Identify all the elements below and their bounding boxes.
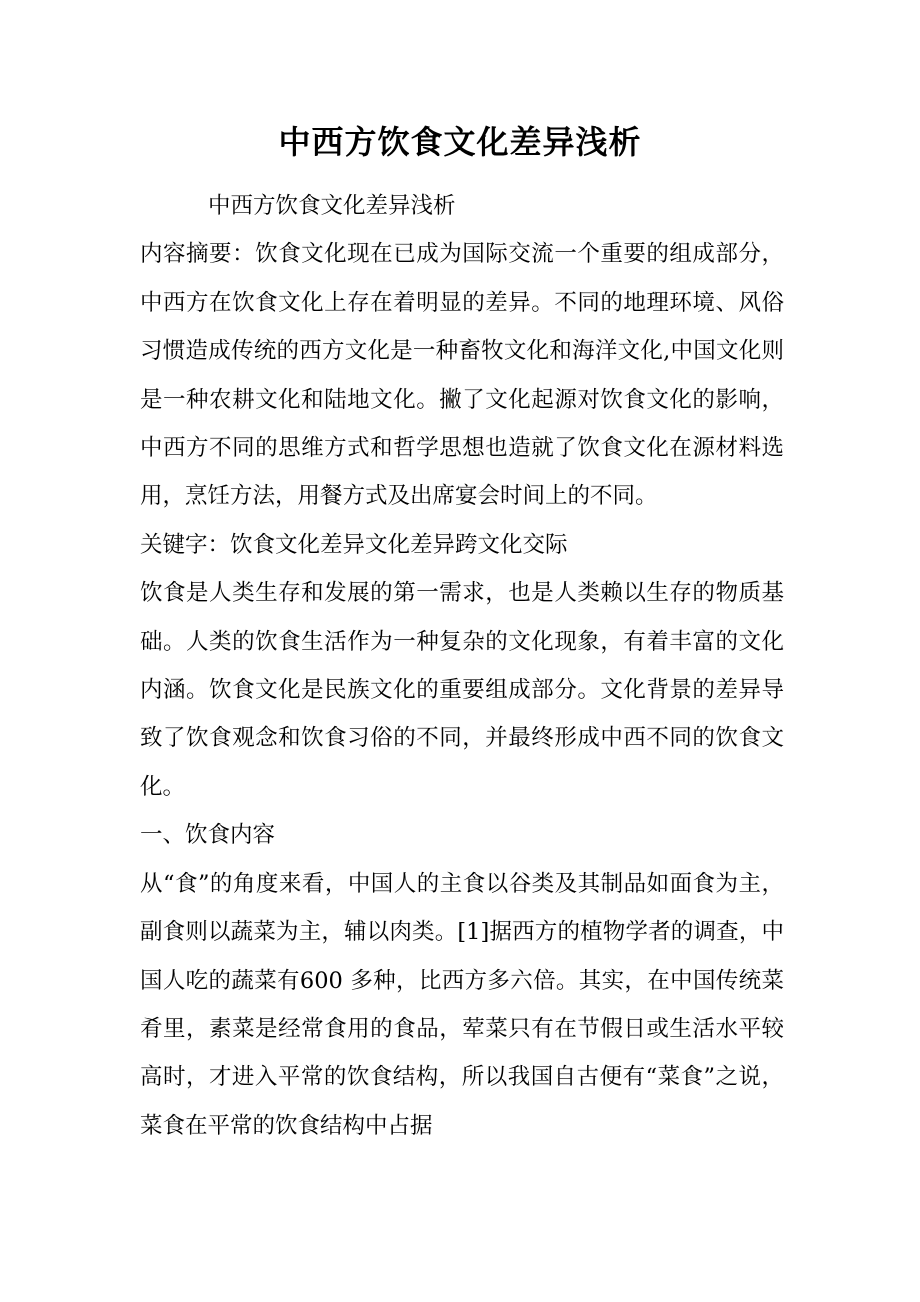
intro-paragraph: 饮食是人类生存和发展的第一需求，也是人类赖以生存的物质基础。人类的饮食生活作为一种复杂的文化现象，有着丰富的文化内涵。饮食文化是民族文化的重要组成部分。文化背景的差异导致了饮食观念和饮食习俗的不同，并最终形成中西不同的饮食文化。 — [140, 580, 784, 800]
document-body — [140, 182, 784, 1150]
subtitle-paragraph: 中西方饮食文化差异浅析 — [208, 193, 456, 219]
body-paragraph: 从“食”的角度来看，中国人的主食以谷类及其制品如面食为主，副食则以蔬菜为主，辅以肉类。[1]据西方的植物学者的调查，中国人吃的蔬菜有600 多种，比西方多六倍。其实，在中国传统菜肴里，素菜是经常食用的食品，荤菜只有在节假日或生活水平较高时，才进入平常的饮食结构，所以我国自古便有“菜食”之说，菜食在平常的饮食结构中占据 — [140, 870, 784, 1139]
section-heading: 一、饮食内容 — [140, 822, 276, 849]
abstract-paragraph: 内容摘要：饮食文化现在已成为国际交流一个重要的组成部分，中西方在饮食文化上存在着明显的差异。不同的地理环境、风俗习惯造成传统的西方文化是一种畜牧文化和海洋文化,中国文化则是一种农耕文化和陆地文化。撇了文化起源对饮食文化的影响，中西方不同的思维方式和哲学思想也造就了饮食文化在源材料选用，烹饪方法，用餐方式及出席宴会时间上的不同。 — [140, 241, 784, 510]
keywords-paragraph: 关键字：饮食文化差异文化差异跨文化交际 — [140, 531, 568, 558]
document-title: 中西方饮食文化差异浅析 — [278, 123, 642, 161]
